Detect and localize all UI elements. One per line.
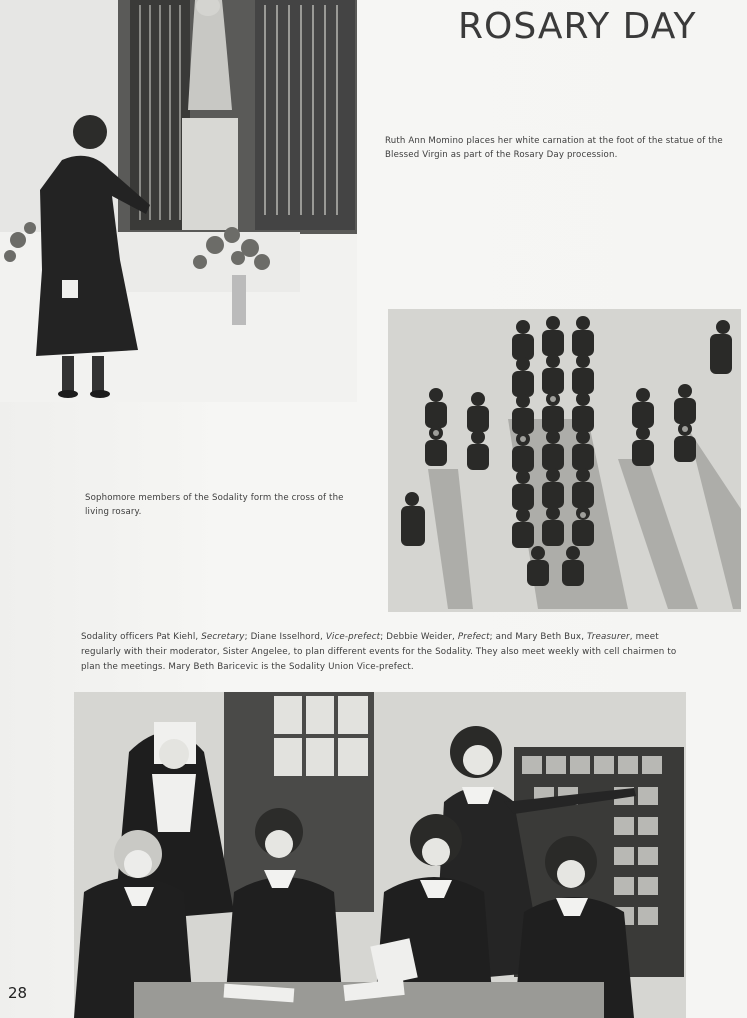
photo-sodality-officers (74, 692, 686, 1018)
caption-officers-text-2: ; Diane Isselhord, (244, 632, 326, 642)
role-secretary: Secretary (201, 632, 245, 642)
caption-officers-text-3: ; Debbie Weider, (380, 632, 458, 642)
photo-statue-procession (0, 0, 357, 402)
caption-officers-text-5: , meet regularly with their moderator, Sister Angelee, to plan different events for the Sodality. They also meet weekly with cell chairmen to plan the meetings. Mary Beth Baricevic is the Sodality Union Vice-prefect. (81, 632, 677, 672)
caption-officers-text-1: Sodality officers Pat Kiehl, (81, 632, 202, 642)
caption-officers (81, 630, 693, 675)
caption-officers-text-4: ; and Mary Beth Bux, (489, 632, 588, 642)
role-treasurer: Treasurer (587, 632, 630, 642)
photo-living-rosary (388, 309, 741, 612)
page-number: 28 (8, 984, 28, 1002)
role-prefect: Prefect (457, 632, 490, 642)
caption-sodality-cross: Sophomore members of the Sodality form the cross of the living rosary. (85, 493, 344, 517)
page-title: ROSARY DAY (458, 6, 697, 47)
caption-statue: Ruth Ann Momino places her white carnation at the foot of the statue of the Blessed Virgin as part of the Rosary Day procession. (385, 136, 723, 160)
role-vice-prefect: Vice-prefect (325, 632, 381, 642)
